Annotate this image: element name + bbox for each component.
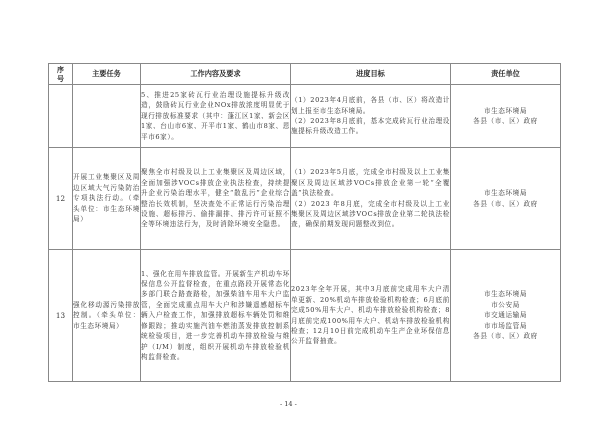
work-content: 聚焦全市村级及以上工业集聚区及周边区域，全面加强涉VOCs排放企业执法检查，持续提升企业污染治理水平，健全“散乱污”企业综合整治长效机制，坚决查处不正常运行污染治理设施、超标排污、偷排漏排、排污许可证照不全等环境违法行为，及时消除环境安全隐患。 (141, 148, 291, 250)
header-unit: 责任单位 (451, 64, 561, 85)
responsible-unit (451, 250, 561, 382)
unit-item: 市生态环境局 (483, 290, 528, 299)
unit-item: 市生态环境局 (483, 106, 528, 115)
main-task (73, 85, 141, 148)
progress-item: 2023年全年开展，其中3月底前完成用车大户清单更新、20%机动车排放检验机构检查；6月底前完成50%用车大户、机动车排放检验机构检查；8月底前完成100%用车大户、机动车排放检验机构检查；12月10日前完成机动车生产企业环保信息公开监督抽查。 (291, 285, 450, 346)
unit-item: 市交通运输局 (483, 311, 528, 320)
table-row (49, 85, 561, 148)
progress-item: （1）2023年5月底，完成全市村级及以上工业集聚区及周边区域涉VOCs排放企业第一轮“全覆盖”执法检查。 (291, 168, 450, 198)
work-content: 1、强化在用车排放监管。开展新生产机动车环保信息公开监督检查，在重点路段开展常态化多部门联合路查路检，加强柴油车用车大户监管，全面完成重点用车大户和涉嫌遥感超标车辆入户检查工作，加强排放超标车辆处罚和维修跟踪；推动实施汽油车燃油蒸发排放控制系统检验项目，进一步完善机动车排放检验与维护（I/M）制度，组织开展机动车排放检验机构监督检查。 (141, 250, 291, 382)
progress-item: （1）2023年4月底前，各县（市、区）将改造计划上报至市生态环境局。 (291, 96, 450, 115)
unit-item: 各县（市、区）政府 (473, 199, 538, 208)
progress-item: （2）2023年8月底前，基本完成砖瓦行业治理设施提标升级改造工作。 (291, 117, 450, 136)
table-row (49, 148, 561, 250)
header-progress: 进度目标 (291, 64, 451, 85)
progress-target (291, 250, 451, 382)
unit-item: 市公安局 (491, 300, 520, 309)
progress-target (291, 148, 451, 250)
progress-item: （2）2023 年8月底，完成全市村级及以上工业集聚区及周边区域涉VOCs排放企业第二轮执法检查，确保前期发现问题整改到位。 (291, 199, 450, 229)
header-content: 工作内容及要求 (141, 64, 291, 85)
main-task: 开展工业集聚区及周边区域大气污染防治专项执法行动。（牵头单位：市生态环境局） (73, 148, 141, 250)
unit-item: 各县（市、区）政府 (473, 332, 538, 341)
unit-item: 市市场监管局 (483, 321, 528, 330)
header-task: 主要任务 (73, 64, 141, 85)
row-number: 13 (49, 250, 73, 382)
unit-item: 各县（市、区）政府 (473, 117, 538, 125)
header-no-label: 序号 (57, 65, 64, 83)
row-number (49, 85, 73, 148)
work-plan-table (48, 63, 561, 382)
responsible-unit (451, 85, 561, 148)
table-header-row (49, 64, 561, 85)
main-task: 强化移动源污染排放控制。（牵头单位：市生态环境局） (73, 250, 141, 382)
table-row (49, 250, 561, 382)
header-no (49, 64, 73, 85)
work-content: 5、推进25家砖瓦行业治理设施提标升级改造，鼓励砖瓦行业企业NOx排放浓度明显优于现行排放标准要求（其中：蓬江区1家、新会区1家、台山市6家、开平市1家、鹤山市8家、恩平市6家）。 (141, 85, 291, 148)
row-number: 12 (49, 148, 73, 250)
progress-target (291, 85, 451, 148)
page-number: - 14 - (280, 400, 297, 408)
responsible-unit (451, 148, 561, 250)
unit-item: 市生态环境局 (483, 189, 528, 198)
